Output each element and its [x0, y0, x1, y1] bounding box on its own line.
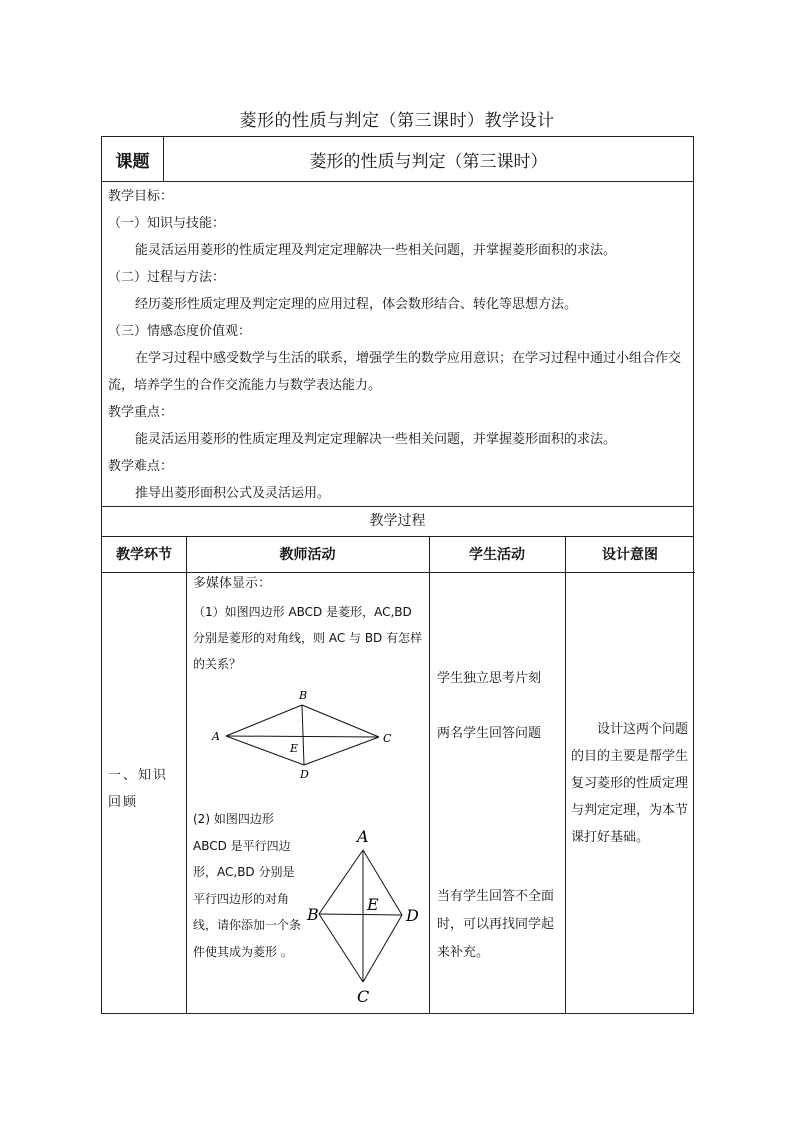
fig1-label-a: A — [212, 730, 220, 743]
objectives-section — [108, 183, 686, 507]
rhombus-figure-2 — [307, 822, 427, 1008]
rhombus-1-diagonal-bd — [302, 705, 304, 765]
rhombus-2-diagonal-bd — [319, 914, 402, 915]
objectives-heading: 教学目标： — [108, 189, 174, 204]
difficulty-heading: 教学难点： — [108, 459, 174, 474]
column-divider — [186, 536, 187, 1013]
difficulty-text: 推导出菱形面积公式及灵活运用。 — [135, 486, 331, 501]
teacher-question-2: (2) 如图四边形 ABCD 是平行四边形，AC,BD 分别是平行四边形的对角线，请你添加一个条件使其成为菱形 。 — [193, 812, 302, 959]
rhombus-1-diagonal-ac — [226, 736, 379, 737]
student-activity-1: 学生独立思考片刻 — [437, 671, 542, 686]
emotion-text: 在学习过程中感受数学与生活的联系，增强学生的数学应用意识；在学习过程中通过小组合作交流，培养学生的合作交流能力与数学表达能力。 — [108, 351, 682, 393]
fig2-label-e: E — [367, 895, 379, 914]
teaching-process-table — [101, 506, 694, 1014]
emotion-heading: （三）情感态度价值观： — [108, 324, 252, 339]
fig2-label-a: A — [357, 827, 369, 846]
fig2-label-b: B — [307, 905, 319, 924]
rhombus-2-side-bc — [319, 914, 363, 982]
rhombus-2-side-ab — [319, 850, 363, 914]
lesson-info-box — [101, 136, 694, 507]
key-heading: 教学重点： — [108, 405, 174, 420]
key-text: 能灵活运用菱形的性质定理及判定定理解决一些相关问题，并掌握菱形面积的求法。 — [135, 432, 617, 447]
rhombus-1-side-bc — [302, 705, 379, 737]
column-divider — [429, 536, 430, 1013]
teacher-question-1: （1）如图四边形 ABCD 是菱形，AC,BD 分别是菱形的对角线，则 AC 与 BD 有怎样的关系？ — [193, 605, 423, 671]
topic-value: 菱形的性质与判定（第三课时） — [309, 151, 548, 172]
fig2-label-d: D — [406, 906, 419, 925]
divider — [102, 181, 693, 182]
student-activity-3: 当有学生回答不全面时，可以再找同学起来补充。 — [437, 889, 555, 960]
process-text: 经历菱形性质定理及判定定理的应用过程，体会数形结合、转化等思想方法。 — [135, 297, 578, 312]
fig1-label-d: D — [300, 768, 309, 781]
rhombus-figure-1 — [206, 686, 406, 781]
fig1-label-b: B — [299, 689, 308, 702]
knowledge-heading: （一）知识与技能： — [108, 216, 226, 231]
column-header: 教师活动 — [186, 536, 429, 573]
student-activity-2: 两名学生回答问题 — [437, 726, 542, 741]
document-title: 菱形的性质与判定（第三课时）教学设计 — [239, 111, 555, 131]
rhombus-1-side-ab — [226, 705, 302, 736]
stage-label: 一、知识回顾 — [108, 768, 169, 810]
fig2-label-c: C — [357, 987, 370, 1006]
design-intent: 设计这两个问题的目的主要是帮学生复习菱形的性质定理与判定定理，为本节课打好基础。 — [571, 722, 689, 845]
knowledge-text: 能灵活运用菱形的性质定理及判定定理解决一些相关问题，并掌握菱形面积的求法。 — [135, 243, 617, 258]
fig1-label-e: E — [290, 742, 299, 755]
column-header: 教学环节 — [102, 536, 186, 573]
topic-label: 课题 — [102, 137, 164, 181]
column-header: 设计意图 — [565, 536, 695, 573]
process-heading: （二）过程与方法： — [108, 270, 226, 285]
teacher-intro: 多媒体显示： — [193, 576, 272, 591]
process-title: 教学过程 — [102, 506, 693, 537]
column-divider — [565, 536, 566, 1013]
fig1-label-c: C — [383, 732, 392, 745]
column-header: 学生活动 — [429, 536, 565, 573]
rhombus-1-side-cd — [304, 737, 379, 765]
rhombus-2-side-cd — [363, 915, 402, 982]
